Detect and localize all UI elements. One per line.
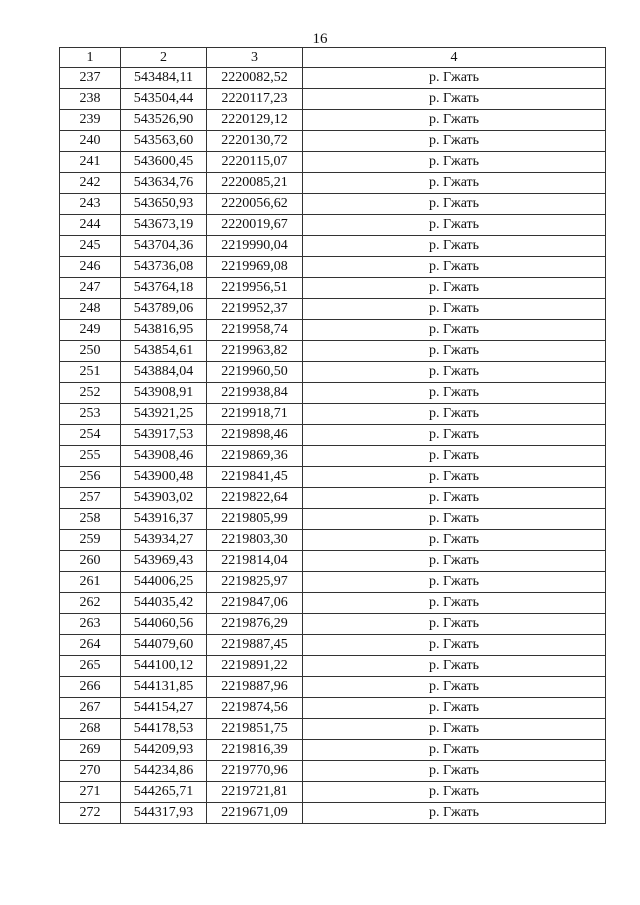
point-number-cell: 269 xyxy=(60,740,121,761)
table-row xyxy=(60,635,606,656)
header-cell-x-coordinate: 2 xyxy=(121,48,207,68)
description-cell: р. Гжать xyxy=(303,530,606,551)
table-row xyxy=(60,173,606,194)
table-row xyxy=(60,656,606,677)
coordinates-table xyxy=(59,47,606,824)
y-coordinate-cell: 2220117,23 xyxy=(207,89,303,110)
description-cell: р. Гжать xyxy=(303,761,606,782)
table-row xyxy=(60,677,606,698)
table-row xyxy=(60,152,606,173)
point-number-cell: 249 xyxy=(60,320,121,341)
description-cell: р. Гжать xyxy=(303,614,606,635)
x-coordinate-cell: 543917,53 xyxy=(121,425,207,446)
page-number: 16 xyxy=(312,31,328,47)
y-coordinate-cell: 2219898,46 xyxy=(207,425,303,446)
x-coordinate-cell: 544265,71 xyxy=(121,782,207,803)
description-cell: р. Гжать xyxy=(303,131,606,152)
y-coordinate-cell: 2219770,96 xyxy=(207,761,303,782)
point-number-cell: 268 xyxy=(60,719,121,740)
point-number-cell: 237 xyxy=(60,68,121,89)
y-coordinate-cell: 2219825,97 xyxy=(207,572,303,593)
y-coordinate-cell: 2219816,39 xyxy=(207,740,303,761)
y-coordinate-cell: 2220082,52 xyxy=(207,68,303,89)
description-cell: р. Гжать xyxy=(303,173,606,194)
description-cell: р. Гжать xyxy=(303,677,606,698)
table-row xyxy=(60,509,606,530)
y-coordinate-cell: 2219887,96 xyxy=(207,677,303,698)
x-coordinate-cell: 544234,86 xyxy=(121,761,207,782)
point-number-cell: 258 xyxy=(60,509,121,530)
y-coordinate-cell: 2219876,29 xyxy=(207,614,303,635)
description-cell: р. Гжать xyxy=(303,698,606,719)
header-cell-y-coordinate: 3 xyxy=(207,48,303,68)
table-row xyxy=(60,698,606,719)
description-cell: р. Гжать xyxy=(303,362,606,383)
description-cell: р. Гжать xyxy=(303,803,606,824)
point-number-cell: 266 xyxy=(60,677,121,698)
description-cell: р. Гжать xyxy=(303,383,606,404)
header-cell-point-number: 1 xyxy=(60,48,121,68)
point-number-cell: 254 xyxy=(60,425,121,446)
table-row xyxy=(60,215,606,236)
table-row xyxy=(60,446,606,467)
x-coordinate-cell: 544079,60 xyxy=(121,635,207,656)
point-number-cell: 253 xyxy=(60,404,121,425)
description-cell: р. Гжать xyxy=(303,509,606,530)
y-coordinate-cell: 2219803,30 xyxy=(207,530,303,551)
table-row xyxy=(60,425,606,446)
x-coordinate-cell: 543884,04 xyxy=(121,362,207,383)
table-row xyxy=(60,341,606,362)
x-coordinate-cell: 544060,56 xyxy=(121,614,207,635)
description-cell: р. Гжать xyxy=(303,467,606,488)
y-coordinate-cell: 2219814,04 xyxy=(207,551,303,572)
description-cell: р. Гжать xyxy=(303,572,606,593)
x-coordinate-cell: 544006,25 xyxy=(121,572,207,593)
description-cell: р. Гжать xyxy=(303,740,606,761)
description-cell: р. Гжать xyxy=(303,488,606,509)
x-coordinate-cell: 544154,27 xyxy=(121,698,207,719)
x-coordinate-cell: 543921,25 xyxy=(121,404,207,425)
x-coordinate-cell: 543908,46 xyxy=(121,446,207,467)
point-number-cell: 238 xyxy=(60,89,121,110)
y-coordinate-cell: 2219869,36 xyxy=(207,446,303,467)
table-body xyxy=(60,68,606,824)
y-coordinate-cell: 2219963,82 xyxy=(207,341,303,362)
table-row xyxy=(60,572,606,593)
table-row xyxy=(60,593,606,614)
y-coordinate-cell: 2220130,72 xyxy=(207,131,303,152)
table-row xyxy=(60,761,606,782)
x-coordinate-cell: 543563,60 xyxy=(121,131,207,152)
point-number-cell: 264 xyxy=(60,635,121,656)
table-row xyxy=(60,488,606,509)
description-cell: р. Гжать xyxy=(303,404,606,425)
table-row xyxy=(60,278,606,299)
description-cell: р. Гжать xyxy=(303,593,606,614)
table-row xyxy=(60,68,606,89)
x-coordinate-cell: 543634,76 xyxy=(121,173,207,194)
y-coordinate-cell: 2219938,84 xyxy=(207,383,303,404)
description-cell: р. Гжать xyxy=(303,341,606,362)
point-number-cell: 261 xyxy=(60,572,121,593)
y-coordinate-cell: 2220129,12 xyxy=(207,110,303,131)
x-coordinate-cell: 543736,08 xyxy=(121,257,207,278)
point-number-cell: 242 xyxy=(60,173,121,194)
description-cell: р. Гжать xyxy=(303,425,606,446)
point-number-cell: 263 xyxy=(60,614,121,635)
point-number-cell: 240 xyxy=(60,131,121,152)
y-coordinate-cell: 2220019,67 xyxy=(207,215,303,236)
x-coordinate-cell: 543908,91 xyxy=(121,383,207,404)
description-cell: р. Гжать xyxy=(303,68,606,89)
table-row xyxy=(60,404,606,425)
y-coordinate-cell: 2219841,45 xyxy=(207,467,303,488)
header-cell-description: 4 xyxy=(303,48,606,68)
table-row xyxy=(60,89,606,110)
description-cell: р. Гжать xyxy=(303,782,606,803)
table-row xyxy=(60,194,606,215)
point-number-cell: 244 xyxy=(60,215,121,236)
table-row xyxy=(60,467,606,488)
description-cell: р. Гжать xyxy=(303,656,606,677)
description-cell: р. Гжать xyxy=(303,278,606,299)
point-number-cell: 260 xyxy=(60,551,121,572)
point-number-cell: 245 xyxy=(60,236,121,257)
table-row xyxy=(60,530,606,551)
point-number-cell: 262 xyxy=(60,593,121,614)
point-number-cell: 257 xyxy=(60,488,121,509)
x-coordinate-cell: 543504,44 xyxy=(121,89,207,110)
description-cell: р. Гжать xyxy=(303,215,606,236)
table-row xyxy=(60,110,606,131)
table-row xyxy=(60,551,606,572)
description-cell: р. Гжать xyxy=(303,719,606,740)
y-coordinate-cell: 2219887,45 xyxy=(207,635,303,656)
table-row xyxy=(60,614,606,635)
point-number-cell: 251 xyxy=(60,362,121,383)
y-coordinate-cell: 2219956,51 xyxy=(207,278,303,299)
table-row xyxy=(60,740,606,761)
point-number-cell: 247 xyxy=(60,278,121,299)
point-number-cell: 248 xyxy=(60,299,121,320)
y-coordinate-cell: 2219847,06 xyxy=(207,593,303,614)
point-number-cell: 259 xyxy=(60,530,121,551)
x-coordinate-cell: 543816,95 xyxy=(121,320,207,341)
point-number-cell: 250 xyxy=(60,341,121,362)
x-coordinate-cell: 544100,12 xyxy=(121,656,207,677)
point-number-cell: 272 xyxy=(60,803,121,824)
point-number-cell: 243 xyxy=(60,194,121,215)
y-coordinate-cell: 2219721,81 xyxy=(207,782,303,803)
point-number-cell: 241 xyxy=(60,152,121,173)
x-coordinate-cell: 543934,27 xyxy=(121,530,207,551)
description-cell: р. Гжать xyxy=(303,194,606,215)
table-row xyxy=(60,236,606,257)
point-number-cell: 246 xyxy=(60,257,121,278)
x-coordinate-cell: 543484,11 xyxy=(121,68,207,89)
x-coordinate-cell: 543704,36 xyxy=(121,236,207,257)
x-coordinate-cell: 544131,85 xyxy=(121,677,207,698)
y-coordinate-cell: 2219874,56 xyxy=(207,698,303,719)
description-cell: р. Гжать xyxy=(303,257,606,278)
y-coordinate-cell: 2219969,08 xyxy=(207,257,303,278)
description-cell: р. Гжать xyxy=(303,551,606,572)
y-coordinate-cell: 2219805,99 xyxy=(207,509,303,530)
table-header-row xyxy=(60,48,606,68)
point-number-cell: 265 xyxy=(60,656,121,677)
x-coordinate-cell: 543789,06 xyxy=(121,299,207,320)
x-coordinate-cell: 543916,37 xyxy=(121,509,207,530)
y-coordinate-cell: 2219918,71 xyxy=(207,404,303,425)
point-number-cell: 239 xyxy=(60,110,121,131)
description-cell: р. Гжать xyxy=(303,320,606,341)
table-row xyxy=(60,299,606,320)
table-row xyxy=(60,782,606,803)
x-coordinate-cell: 543903,02 xyxy=(121,488,207,509)
point-number-cell: 267 xyxy=(60,698,121,719)
x-coordinate-cell: 544178,53 xyxy=(121,719,207,740)
point-number-cell: 252 xyxy=(60,383,121,404)
y-coordinate-cell: 2219952,37 xyxy=(207,299,303,320)
description-cell: р. Гжать xyxy=(303,446,606,467)
x-coordinate-cell: 544317,93 xyxy=(121,803,207,824)
x-coordinate-cell: 543650,93 xyxy=(121,194,207,215)
x-coordinate-cell: 543969,43 xyxy=(121,551,207,572)
y-coordinate-cell: 2219851,75 xyxy=(207,719,303,740)
y-coordinate-cell: 2220085,21 xyxy=(207,173,303,194)
description-cell: р. Гжать xyxy=(303,89,606,110)
description-cell: р. Гжать xyxy=(303,152,606,173)
y-coordinate-cell: 2219958,74 xyxy=(207,320,303,341)
x-coordinate-cell: 543854,61 xyxy=(121,341,207,362)
description-cell: р. Гжать xyxy=(303,236,606,257)
point-number-cell: 271 xyxy=(60,782,121,803)
point-number-cell: 270 xyxy=(60,761,121,782)
x-coordinate-cell: 543673,19 xyxy=(121,215,207,236)
x-coordinate-cell: 543526,90 xyxy=(121,110,207,131)
table-row xyxy=(60,320,606,341)
y-coordinate-cell: 2220115,07 xyxy=(207,152,303,173)
y-coordinate-cell: 2219990,04 xyxy=(207,236,303,257)
x-coordinate-cell: 543600,45 xyxy=(121,152,207,173)
point-number-cell: 256 xyxy=(60,467,121,488)
table-row xyxy=(60,719,606,740)
x-coordinate-cell: 543900,48 xyxy=(121,467,207,488)
table-row xyxy=(60,131,606,152)
y-coordinate-cell: 2219891,22 xyxy=(207,656,303,677)
table-row xyxy=(60,803,606,824)
x-coordinate-cell: 543764,18 xyxy=(121,278,207,299)
x-coordinate-cell: 544035,42 xyxy=(121,593,207,614)
description-cell: р. Гжать xyxy=(303,110,606,131)
description-cell: р. Гжать xyxy=(303,635,606,656)
table-row xyxy=(60,257,606,278)
point-number-cell: 255 xyxy=(60,446,121,467)
y-coordinate-cell: 2219671,09 xyxy=(207,803,303,824)
y-coordinate-cell: 2219822,64 xyxy=(207,488,303,509)
x-coordinate-cell: 544209,93 xyxy=(121,740,207,761)
description-cell: р. Гжать xyxy=(303,299,606,320)
y-coordinate-cell: 2220056,62 xyxy=(207,194,303,215)
y-coordinate-cell: 2219960,50 xyxy=(207,362,303,383)
table-row xyxy=(60,362,606,383)
table-row xyxy=(60,383,606,404)
